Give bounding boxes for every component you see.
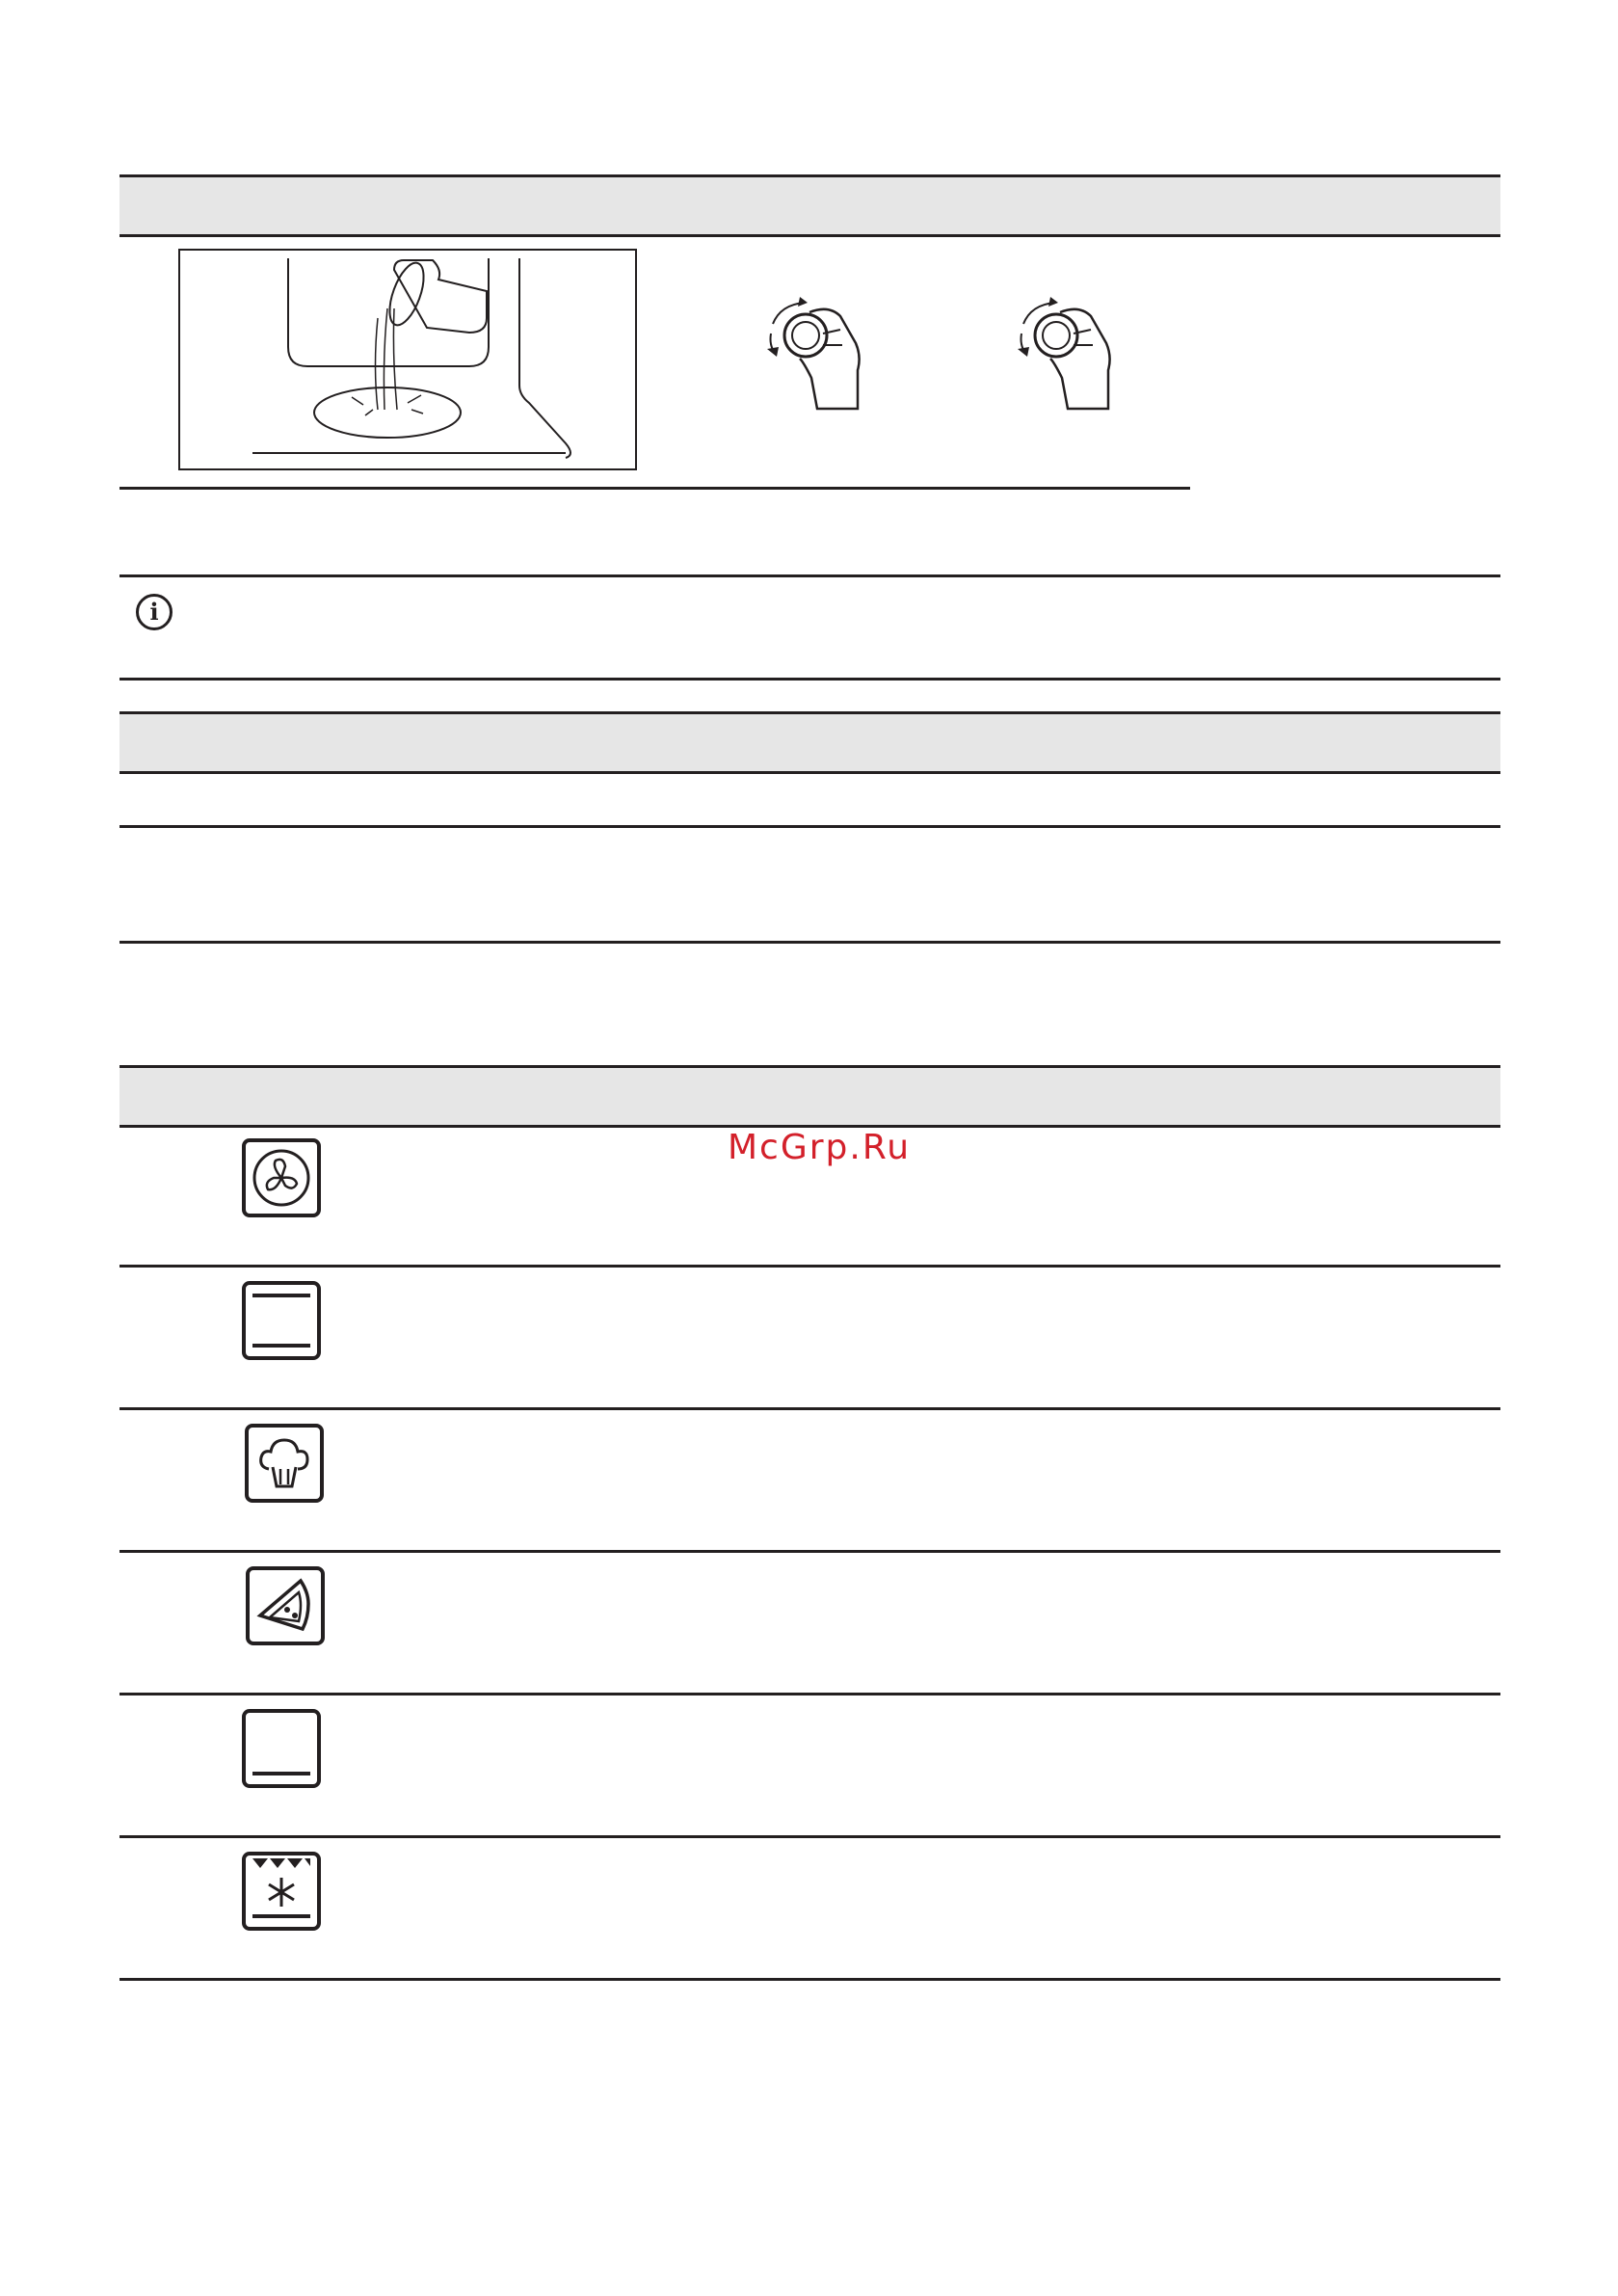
section-header-bar [119,174,1500,237]
bottom-heat-icon [241,1708,322,1789]
steam-cooking-icon [244,1423,325,1504]
table-rule [119,825,1500,828]
watermark: McGrp.Ru [727,1128,912,1167]
jug-pouring-water-icon [180,251,635,468]
info-icon: i [136,594,172,630]
hand-rotate-knob-icon [761,295,867,420]
info-bottom-rule [119,678,1500,681]
table-rule [119,1407,1500,1410]
illustration-rule [119,487,1190,490]
info-top-rule [119,574,1500,577]
table-rule [119,1835,1500,1838]
pizza-function-icon [245,1565,326,1646]
table-rule [119,941,1500,944]
turn-knob-illustration-right [1012,295,1118,420]
frozen-foods-icon [241,1851,322,1932]
pour-water-illustration [178,249,637,470]
section-header-bar-3 [119,1065,1500,1128]
section-header-bar-2 [119,711,1500,774]
table-rule-bottom [119,1978,1500,1981]
hand-rotate-knob-icon [1012,295,1118,420]
turn-knob-illustration-left [761,295,867,420]
true-fan-cooking-icon [241,1137,322,1218]
table-rule [119,1693,1500,1695]
conventional-cooking-icon [241,1280,322,1361]
table-rule [119,1550,1500,1553]
table-rule [119,1265,1500,1268]
